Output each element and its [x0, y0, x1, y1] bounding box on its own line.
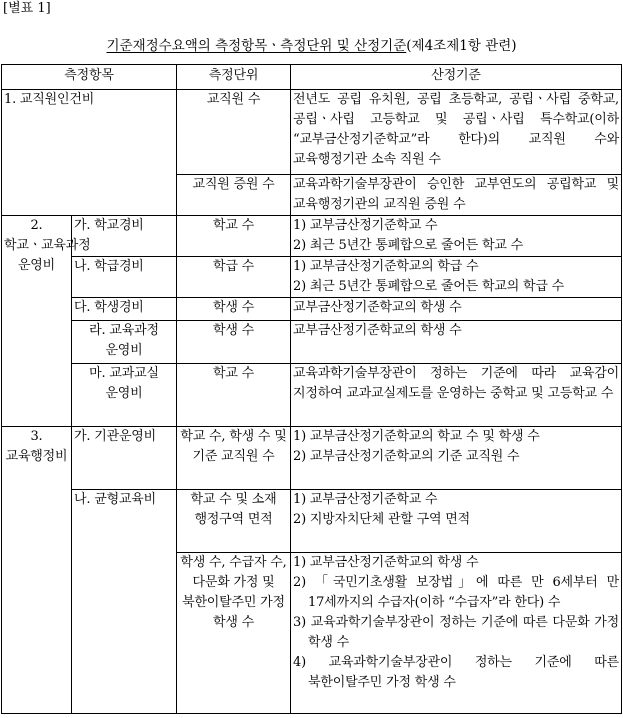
subitem-cell: 가. 기관운영비	[72, 427, 177, 490]
header-measurement-unit: 측정단위	[177, 65, 291, 90]
item-staff-labor-cost: 1. 교직원인건비	[2, 90, 177, 216]
criteria-line: 1) 교부금산정기준학교의 학급 수	[293, 259, 479, 274]
criteria-cell: 교부금산정기준학교의 학생 수	[291, 321, 622, 364]
item-education-admin-cost: 3. 교육행정비	[2, 427, 72, 714]
subitem-cell: 라. 교육과정 운영비	[72, 321, 177, 364]
table-row	[2, 216, 622, 257]
unit-cell: 학생 수	[177, 321, 291, 364]
criteria-cell: 교육과학기술부장관이 승인한 교부연도의 공립학교 및 교육행정기관의 교직원 증원 수	[291, 175, 622, 216]
criteria-line: 1) 교부금산정기준학교 수	[293, 218, 438, 233]
criteria-line: 2) 지방자치단체 관할 구역 면적	[293, 512, 470, 527]
criteria-line: 2) 최근 5년간 통폐합으로 줄어든 학교 수	[293, 238, 523, 253]
title-main: 기준재정수요액의 측정항목ㆍ측정단위 및 산정기준	[106, 38, 407, 54]
unit-cell: 학교 수	[177, 364, 291, 427]
title-reference: (제4조제1항 관련)	[406, 38, 517, 54]
unit-cell: 교직원 증원 수	[177, 175, 291, 216]
unit-cell: 학생 수, 수급자 수, 다문화 가정 및 북한이탈주민 가정 학생 수	[177, 553, 291, 714]
criteria-line: 3) 교육과학기술부장관이 정하는 기준에 따른 다문화 가정 학생 수	[293, 615, 619, 650]
table-row	[2, 90, 622, 175]
criteria-cell: 교육과학기술부장관이 정하는 기준에 따라 교육감이 지정하여 교과교실제도를 운영하는 중학교 및 고등학교 수	[291, 364, 622, 427]
subitem-cell: 가. 학교경비	[72, 216, 177, 257]
subitem-cell: 나. 균형교육비	[72, 490, 177, 714]
criteria-cell	[291, 427, 622, 490]
attachment-label: [별표 1]	[3, 1, 51, 16]
table-row	[2, 427, 622, 490]
unit-cell: 학급 수	[177, 257, 291, 298]
item-school-curriculum-cost: 2. 학교ㆍ교육과정 운영비	[2, 216, 72, 427]
criteria-cell: 전년도 공립 유치원, 공립 초등학교, 공립ㆍ사립 중학교, 공립ㆍ사립 고등학교 및 공립ㆍ사립 특수학교(이하 “교부금산정기준학교”라 한다)의 교직원 수와 교육행정기관 소속 직원 수	[291, 90, 622, 175]
criteria-table	[1, 64, 622, 714]
criteria-line: 4) 교육과학기술부장관이 정하는 기준에 따른 북한이탈주민 가정 학생 수	[293, 655, 619, 690]
table-row	[2, 321, 622, 364]
subitem-cell: 마. 교과교실 운영비	[72, 364, 177, 427]
criteria-line: 2) 「국민기초생활 보장법」에 따른 만 6세부터 만 17세까지의 수급자(이하 “수급자”라 한다) 수	[293, 575, 619, 610]
criteria-cell	[291, 257, 622, 298]
header-calculation-criteria: 산정기준	[291, 65, 622, 90]
unit-cell: 학교 수, 학생 수 및 기준 교직원 수	[177, 427, 291, 490]
table-row	[2, 364, 622, 427]
unit-cell: 교직원 수	[177, 90, 291, 175]
unit-cell: 학교 수	[177, 216, 291, 257]
criteria-cell: 교부금산정기준학교의 학생 수	[291, 298, 622, 321]
criteria-cell	[291, 216, 622, 257]
criteria-cell	[291, 553, 622, 714]
criteria-line: 2) 최근 5년간 통폐합으로 줄어든 학교의 학급 수	[293, 279, 564, 294]
unit-cell: 학교 수 및 소재 행정구역 면적	[177, 490, 291, 553]
table-header-row	[2, 65, 622, 90]
criteria-line: 1) 교부금산정기준학교의 학교 수 및 학생 수	[293, 429, 540, 444]
header-measurement-item: 측정항목	[2, 65, 177, 90]
document-title	[0, 37, 623, 55]
subitem-cell: 다. 학생경비	[72, 298, 177, 321]
subitem-cell: 나. 학급경비	[72, 257, 177, 298]
criteria-cell	[291, 490, 622, 553]
criteria-line: 1) 교부금산정기준학교의 학생 수	[293, 555, 479, 570]
table-row	[2, 298, 622, 321]
criteria-line: 1) 교부금산정기준학교 수	[293, 492, 438, 507]
table-row	[2, 490, 622, 553]
criteria-line: 2) 교부금산정기준학교의 기준 교직원 수	[293, 449, 520, 464]
unit-cell: 학생 수	[177, 298, 291, 321]
table-row	[2, 257, 622, 298]
